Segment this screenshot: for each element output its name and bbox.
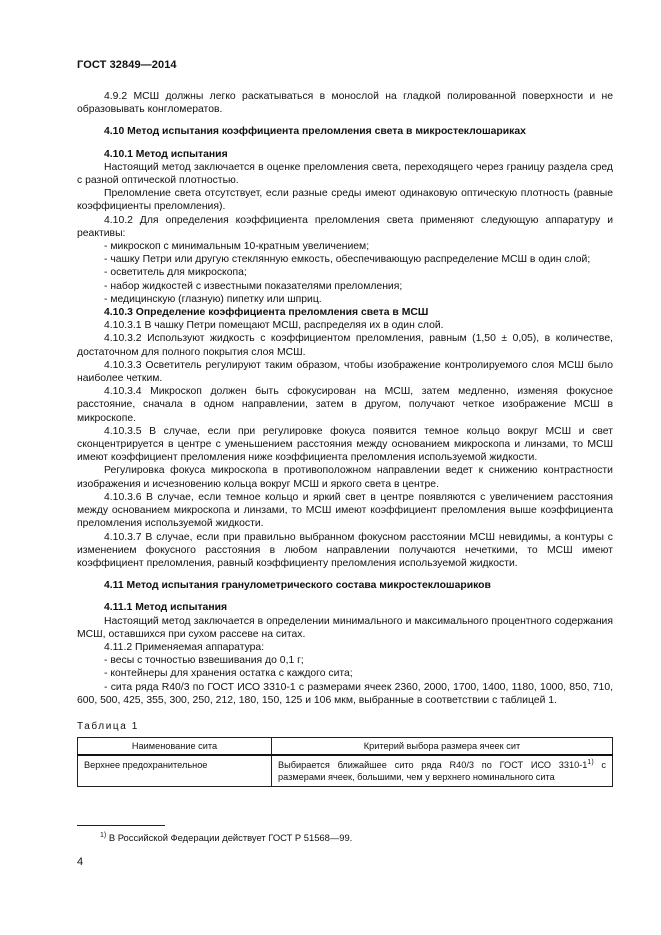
paragraph: Преломление света отсутствует, если разные среды имеют одинаковую оптическую плотность (равные коэффициенты преломления). xyxy=(77,188,613,213)
paragraph: 4.9.2 МСШ должны легко раскатываться в монослой на гладкой полированной поверхности и не образовывать конгломератов. xyxy=(77,91,613,116)
paragraph: Настоящий метод заключается в оценке преломления света, переходящего через границу раздела сред с разной оптической плотностью. xyxy=(77,161,613,187)
paragraph: 4.10.3.3 Осветитель регулируют таким образом, чтобы изображение контролируемого слоя МСШ было наиболее четким. xyxy=(77,359,613,385)
spacer xyxy=(77,570,613,579)
section-heading: 4.10 Метод испытания коэффициента преломления света в микростеклошариках xyxy=(104,126,526,138)
paragraph: - весы с точностью взвешивания до 0,1 г; xyxy=(104,655,304,667)
body-text-flow xyxy=(77,90,613,707)
paragraph: 4.10.3.6 В случае, если темное кольцо и яркий свет в центре появляются с увеличением расстояния между основанием микроскопа и линзами, то МСШ имеют коэффициент преломления выше коэффициента преломления используемой жидкости. xyxy=(77,491,613,530)
table-caption: Таблица 1 xyxy=(77,720,139,732)
footnote-ref: 1) xyxy=(587,759,594,767)
table-header-cell: Критерий выбора размера ячеек сит xyxy=(272,738,613,756)
section-heading: 4.10.1 Метод испытания xyxy=(104,148,228,160)
footnote xyxy=(100,831,352,844)
criterion-text-cont: с размерами ячеек, большими, чем у верхнего номинального сита xyxy=(278,760,606,783)
document-body xyxy=(77,90,613,787)
table-cell-name: Верхнее предохранительное xyxy=(78,755,272,787)
paragraph: 4.11.2 Применяемая аппаратура: xyxy=(104,641,265,653)
paragraph: - сита ряда R40/3 по ГОСТ ИСО 3310-1 с размерами ячеек 2360, 2000, 1700, 1400, 1180, 1000, 850, 710, 600, 500, 425, 355, 300, 250, 212, 180, 150, 125 и 106 мкм, выбранные в соответствии с таблицей 1. xyxy=(77,681,613,706)
paragraph: - набор жидкостей с известными показателями преломления; xyxy=(104,280,403,292)
spacer xyxy=(77,592,613,601)
section-heading: 4.11 Метод испытания гранулометрического состава микростеклошариков xyxy=(104,580,491,592)
footnote-mark: 1) xyxy=(100,831,107,839)
paragraph: 4.10.3.2 Используют жидкость с коэффициентом преломления, равным (1,50 ± 0,05), в количестве, достаточном для полного покрытия слоя МСШ. xyxy=(77,333,613,358)
table-row xyxy=(78,755,613,787)
paragraph: 4.10.2 Для определения коэффициента преломления света применяют следующую аппаратуру и реактивы: xyxy=(77,214,613,239)
spacer xyxy=(77,116,613,125)
paragraph: Настоящий метод заключается в определении минимального и максимального процентного содержания МСШ, оставшихся при сухом рассеве на ситах. xyxy=(77,615,613,640)
criterion-text: Выбирается ближайшее сито ряда R40/3 по ГОСТ ИСО 3310-1 xyxy=(278,760,588,771)
paragraph: 4.10.3.1 В чашку Петри помещают МСШ, распределяя их в один слой. xyxy=(104,320,444,332)
paragraph: - микроскоп с минимальным 10-кратным увеличением; xyxy=(104,241,370,253)
footnote-text: В Российской Федерации действует ГОСТ Р 51568—99. xyxy=(106,832,353,843)
page-number: 4 xyxy=(77,856,84,868)
table-1 xyxy=(77,737,613,787)
paragraph: - чашку Петри или другую стеклянную емкость, обеспечивающую распределение МСШ в один слой; xyxy=(104,254,591,266)
table-cell-criterion xyxy=(272,755,613,787)
section-heading: 4.11.1 Метод испытания xyxy=(104,602,228,614)
paragraph: 4.10.3.5 В случае, если при регулировке фокуса появится темное кольцо вокруг МСШ и свет сконцентрируется в центре с уменьшением расстояния между основанием микроскопа и линзами, то МСШ имеют коэффициент преломления ниже коэффициента преломления используемой жидкости. xyxy=(77,425,613,464)
paragraph: - осветитель для микроскопа; xyxy=(104,267,247,279)
table-header-cell: Наименование сита xyxy=(78,738,272,756)
section-heading: 4.10.3 Определение коэффициента преломления света в МСШ xyxy=(104,307,429,319)
paragraph: - медицинскую (глазную) пипетку или шприц. xyxy=(104,293,322,305)
paragraph: 4.10.3.7 В случае, если при правильно выбранном фокусном расстоянии МСШ невидимы, а контуры с изменением фокусного расстояния в любом направлении получаются нечеткими, то МСШ имеют коэффициент преломления, равный коэффициенту преломления используемой жидкости. xyxy=(77,531,613,569)
paragraph: Регулировка фокуса микроскопа в противоположном направлении ведет к снижению контрастности изображения и исчезновению кольца вокруг МСШ и яркого света в центре. xyxy=(77,465,613,490)
paragraph: - контейнеры для хранения остатка с каждого сита; xyxy=(104,668,353,680)
footnote-separator xyxy=(77,825,165,826)
table-header-row xyxy=(78,738,613,756)
paragraph: 4.10.3.4 Микроскоп должен быть сфокусирован на МСШ, затем медленно, изменяя фокусное расстояние, сначала в одном направлении, затем в другом, получают четкое изображение МСШ в микроскопе. xyxy=(77,386,613,424)
spacer xyxy=(77,139,613,148)
document-header: ГОСТ 32849—2014 xyxy=(77,59,177,71)
